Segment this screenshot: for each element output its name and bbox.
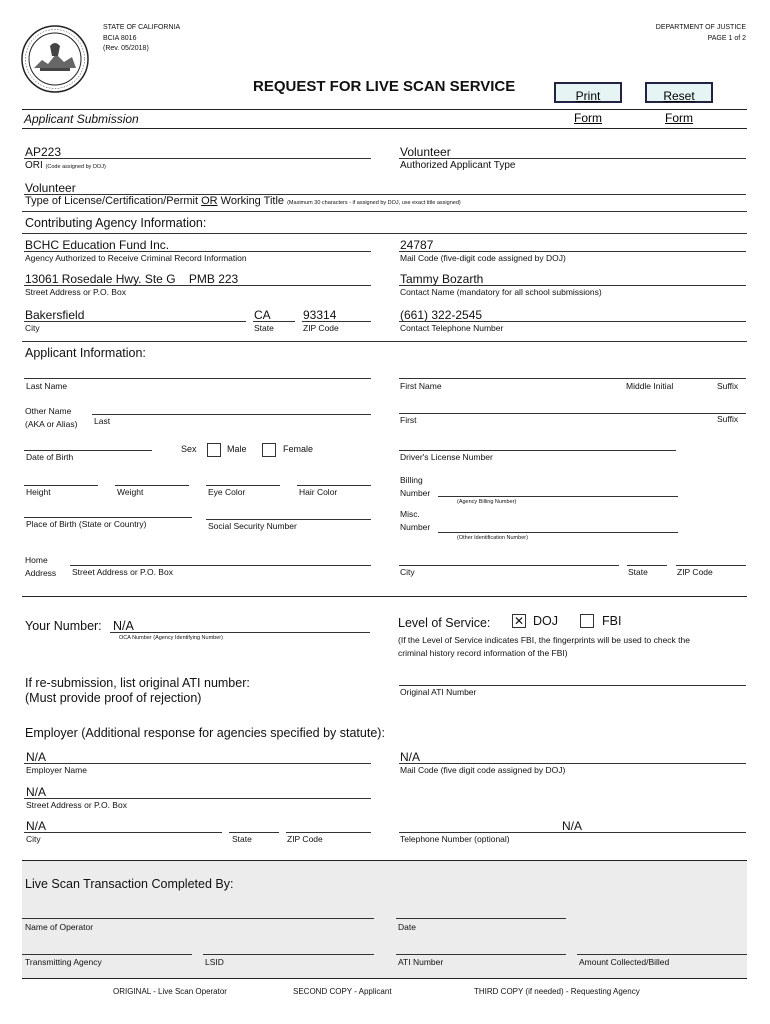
- employer-heading: Employer (Additional response for agencies specified by statute):: [25, 726, 385, 740]
- employer-street-field[interactable]: N/A: [26, 785, 47, 799]
- employer-city-label: City: [26, 834, 41, 844]
- male-checkbox[interactable]: [207, 443, 221, 457]
- misc-number-label: Number: [400, 522, 431, 532]
- footer-original: ORIGINAL - Live Scan Operator: [113, 987, 227, 996]
- alias-suffix-label: Suffix: [717, 414, 739, 424]
- live-scan-heading: Live Scan Transaction Completed By:: [25, 877, 234, 891]
- your-number-label: Your Number:: [25, 619, 102, 633]
- agency-zip-field[interactable]: 93314: [303, 308, 337, 322]
- weight-label: Weight: [117, 487, 144, 497]
- employer-zip-label: ZIP Code: [287, 834, 323, 844]
- male-label: Male: [227, 444, 247, 454]
- home-label: Home: [25, 555, 48, 565]
- operator-label: Name of Operator: [25, 922, 94, 932]
- agency-city-label: City: [25, 323, 40, 333]
- reset-form-button[interactable]: Reset Form: [645, 82, 713, 103]
- agency-label: Agency Authorized to Receive Criminal Record Information: [25, 253, 247, 263]
- lsid-label: LSID: [205, 957, 224, 967]
- applicant-type-field[interactable]: Volunteer: [400, 145, 451, 159]
- first-name-label: First Name: [400, 381, 442, 391]
- misc-sub-label: (Other Identification Number): [457, 535, 528, 541]
- suffix-label: Suffix: [717, 381, 739, 391]
- ori-label: ORI (Code assigned by DOJ): [25, 160, 106, 171]
- doj-label: DOJ: [533, 614, 558, 628]
- ori-field[interactable]: AP223: [25, 145, 62, 159]
- header-state: STATE OF CALIFORNIA: [103, 24, 181, 31]
- fbi-checkbox[interactable]: [580, 614, 594, 628]
- employer-name-field[interactable]: N/A: [26, 750, 47, 764]
- original-ati-label: Original ATI Number: [400, 687, 477, 697]
- home-zip-label: ZIP Code: [677, 567, 713, 577]
- height-label: Height: [26, 487, 51, 497]
- hair-color-label: Hair Color: [299, 487, 338, 497]
- employer-state-label: State: [232, 834, 252, 844]
- fbi-note-1: (If the Level of Service indicates FBI, the fingerprints will be used to check the: [398, 635, 690, 645]
- employer-street-label: Street Address or P.O. Box: [26, 800, 127, 810]
- alias-first-label: First: [400, 415, 417, 425]
- alias-last-label: Last: [94, 416, 111, 426]
- middle-initial-label: Middle Initial: [626, 381, 674, 391]
- agency-city-field[interactable]: Bakersfield: [25, 308, 85, 322]
- agency-street-field[interactable]: 13061 Rosedale Hwy. Ste G PMB 223: [25, 272, 239, 286]
- billing-number-label: Number: [400, 488, 431, 498]
- amount-label: Amount Collected/Billed: [579, 957, 670, 967]
- contact-phone-label: Contact Telephone Number: [400, 323, 504, 333]
- agency-street-label: Street Address or P.O. Box: [25, 287, 126, 297]
- female-checkbox[interactable]: [262, 443, 276, 457]
- drivers-license-label: Driver's License Number: [400, 452, 493, 462]
- fbi-label: FBI: [602, 614, 622, 628]
- employer-city-field[interactable]: N/A: [26, 819, 47, 833]
- header-department: DEPARTMENT OF JUSTICE: [655, 24, 746, 31]
- header-form-number: BCIA 8016: [103, 35, 137, 42]
- contact-phone-field[interactable]: (661) 322-2545: [400, 308, 483, 322]
- place-of-birth-label: Place of Birth (State or Country): [26, 519, 147, 529]
- other-name-label: Other Name: [25, 406, 72, 416]
- state-seal-icon: [20, 24, 90, 94]
- doj-checkbox[interactable]: ✕: [513, 614, 525, 628]
- footer-second: SECOND COPY - Applicant: [293, 987, 392, 996]
- applicant-type-label: Authorized Applicant Type: [400, 160, 516, 171]
- mail-code-field[interactable]: 24787: [400, 238, 434, 252]
- agency-field[interactable]: BCHC Education Fund Inc.: [25, 238, 170, 252]
- employer-mail-label: Mail Code (five digit code assigned by DOJ): [400, 765, 566, 775]
- header-page: PAGE 1 of 2: [707, 35, 746, 42]
- level-of-service-label: Level of Service:: [398, 616, 491, 630]
- home-street-label: Street Address or P.O. Box: [72, 567, 173, 577]
- misc-label: Misc.: [400, 509, 420, 519]
- footer-third: THIRD COPY (if needed) - Requesting Agency: [474, 987, 640, 996]
- employer-name-label: Employer Name: [26, 765, 87, 775]
- oca-number-label: OCA Number (Agency Identifying Number): [119, 635, 223, 641]
- license-title-field[interactable]: Volunteer: [25, 181, 76, 195]
- aka-label: (AKA or Alias): [25, 419, 78, 429]
- transmitting-agency-label: Transmitting Agency: [25, 957, 102, 967]
- contact-name-field[interactable]: Tammy Bozarth: [400, 272, 484, 286]
- employer-phone-field[interactable]: N/A: [562, 819, 583, 833]
- applicant-submission-heading: Applicant Submission: [24, 112, 139, 126]
- print-form-button[interactable]: Print Form: [554, 82, 622, 103]
- license-title-label: Type of License/Certification/Permit OR Working Title (Maximum 30 characters - if assigned by DOJ, use exact title assigned): [25, 195, 461, 207]
- contributing-agency-heading: Contributing Agency Information:: [25, 216, 207, 230]
- agency-zip-label: ZIP Code: [303, 323, 339, 333]
- employer-phone-label: Telephone Number (optional): [400, 834, 510, 844]
- employer-mail-field[interactable]: N/A: [400, 750, 421, 764]
- billing-label: Billing: [400, 475, 423, 485]
- home-state-label: State: [628, 567, 648, 577]
- dob-label: Date of Birth: [26, 452, 74, 462]
- female-label: Female: [283, 444, 314, 454]
- ssn-label: Social Security Number: [208, 521, 297, 531]
- sex-label: Sex: [181, 444, 197, 454]
- resubmission-line-2: (Must provide proof of rejection): [25, 691, 202, 705]
- applicant-information-heading: Applicant Information:: [25, 346, 146, 360]
- date-label: Date: [398, 922, 416, 932]
- last-name-label: Last Name: [26, 381, 68, 391]
- home-city-label: City: [400, 567, 415, 577]
- your-number-field[interactable]: N/A: [113, 619, 134, 633]
- eye-color-label: Eye Color: [208, 487, 246, 497]
- address-label: Address: [25, 568, 57, 578]
- resubmission-line-1: If re-submission, list original ATI number:: [25, 676, 250, 690]
- ati-number-label: ATI Number: [398, 957, 444, 967]
- page-title: REQUEST FOR LIVE SCAN SERVICE: [253, 78, 516, 95]
- mail-code-label: Mail Code (five-digit code assigned by DOJ): [400, 253, 566, 263]
- fbi-note-2: criminal history record information of the FBI): [398, 648, 568, 658]
- header-revision: (Rev. 05/2018): [103, 45, 149, 52]
- billing-sub-label: (Agency Billing Number): [457, 499, 517, 505]
- contact-name-label: Contact Name (mandatory for all school submissions): [400, 287, 602, 297]
- agency-state-label: State: [254, 323, 274, 333]
- agency-state-field[interactable]: CA: [254, 308, 271, 322]
